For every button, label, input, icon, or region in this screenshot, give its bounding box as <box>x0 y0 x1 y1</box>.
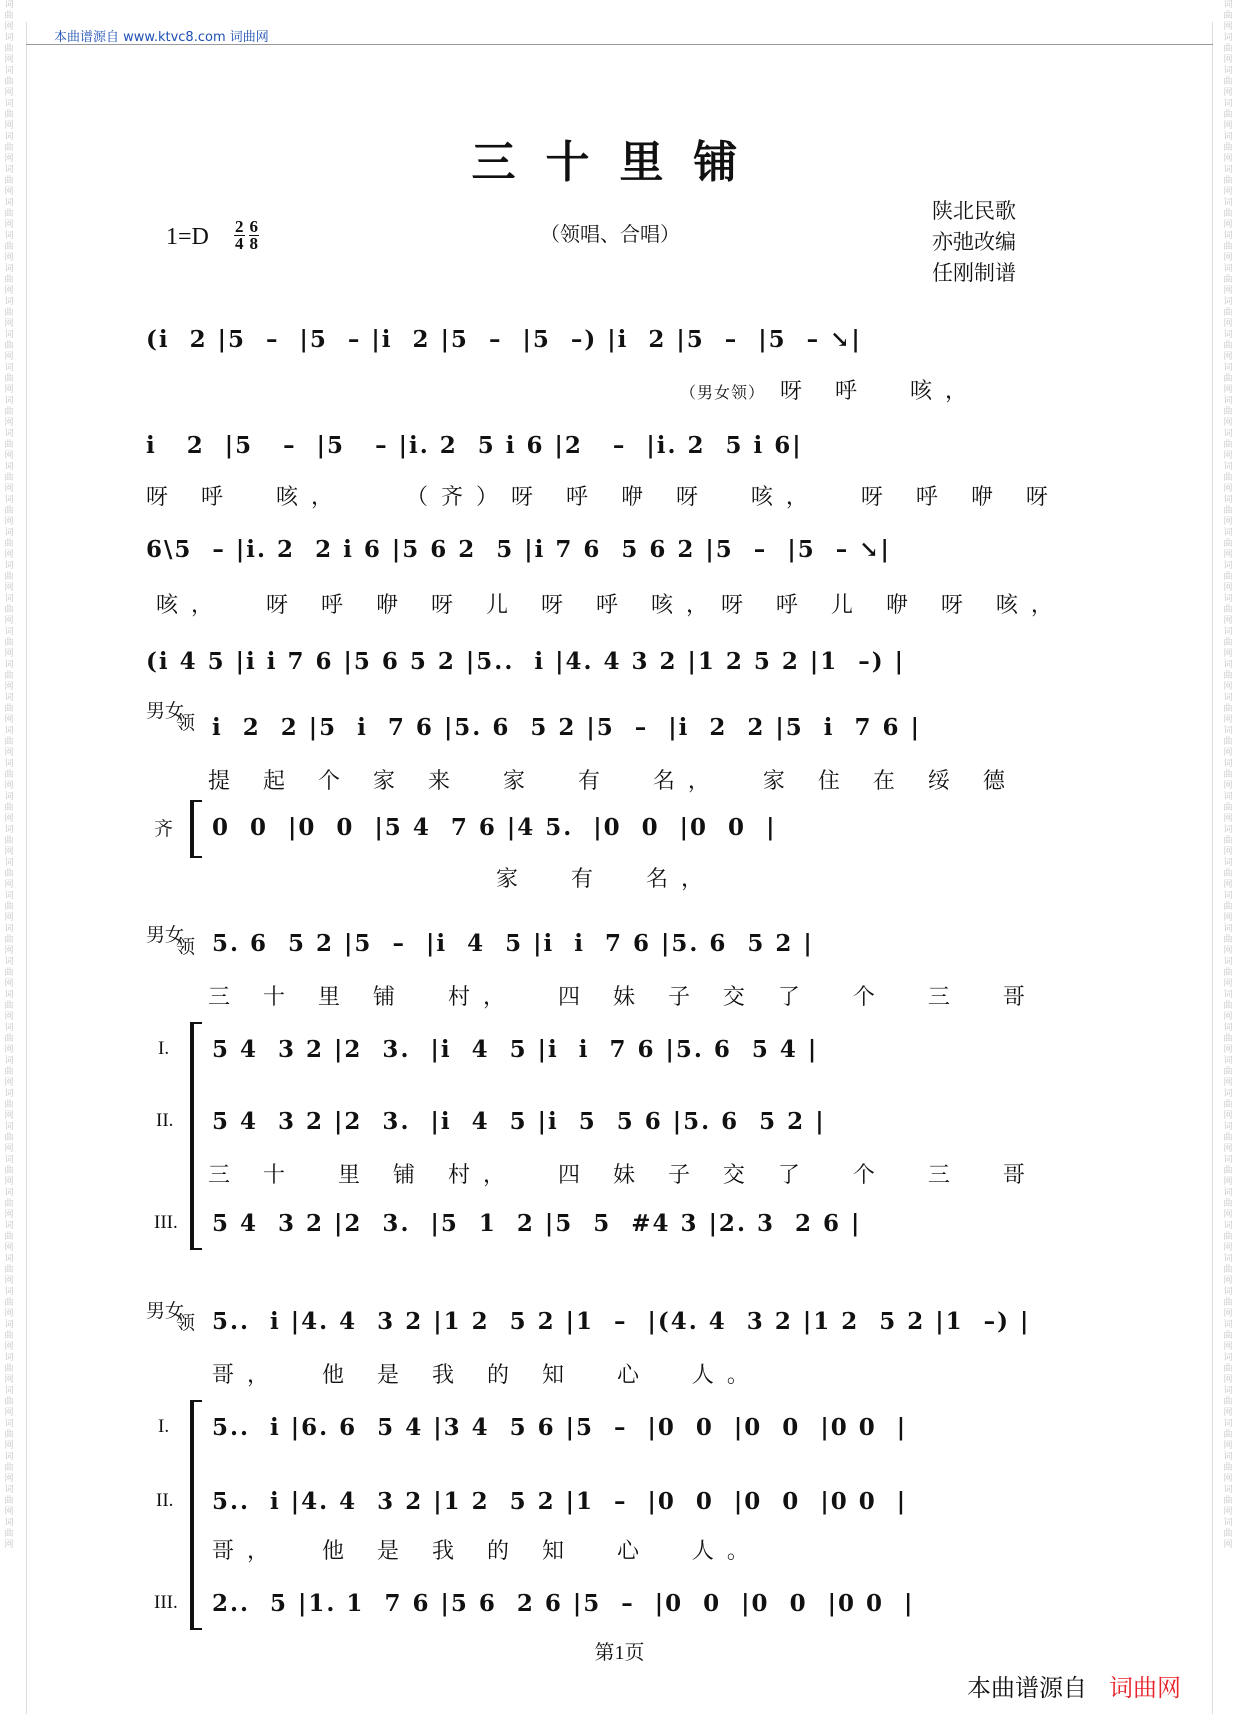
system-6-part-3-label: III. <box>154 1212 178 1233</box>
page-number: 第1页 <box>594 1642 645 1664</box>
song-title: 三十里铺 <box>471 137 768 188</box>
system-7-part-3-label: III. <box>154 1592 178 1613</box>
system-5-choir-label: 齐 <box>154 818 174 840</box>
credit-arranger: 亦弛改编 <box>932 230 1016 254</box>
lead-label-text: 男女 <box>146 700 185 722</box>
meter-a-num: 2 <box>235 217 244 236</box>
system-5-bracket <box>190 800 202 858</box>
system-6-part-3-notes: 5 4 3 2 |2 3. |5 1 2 |5 5 #4 3 |2. 3 2 6 | <box>212 1210 862 1237</box>
credits <box>932 196 1016 289</box>
system-2-notes: i 2 |5 – |5 – |i. 2 5 i 6 |2 – |i. 2 5 i 6| <box>146 432 803 459</box>
credit-origin: 陕北民歌 <box>932 199 1016 223</box>
system-6-part-1-label: I. <box>158 1038 170 1059</box>
system-7-lead-lyrics: 哥， 他 是 我 的 知 心 人。 <box>212 1363 762 1388</box>
system-7-lead-label-2: 领 <box>176 1312 196 1334</box>
system-5-choir-notes: 0 0 |0 0 |5 4 7 6 |4 5. |0 0 |0 0 | <box>212 814 777 841</box>
credit-transcriber: 任刚制谱 <box>932 261 1016 285</box>
header-rule <box>26 44 1213 45</box>
system-5-lead-notes: i 2 2 |5 i 7 6 |5. 6 5 2 |5 – |i 2 2 |5 i 7 6 | <box>212 714 921 741</box>
system-6-part-2-label: II. <box>156 1110 174 1131</box>
meter-b-num: 6 <box>249 217 258 236</box>
system-1-notes: (i 2 |5 – |5 – |i 2 |5 – |5 –) |i 2 |5 – |5 – ↘| <box>146 326 862 353</box>
system-1-lyric-label: （男女领） <box>680 383 766 402</box>
system-4-notes: (i 4 5 |i i 7 6 |5 6 5 2 |5.. i |4. 4 3 2 |1 2 5 2 |1 –) | <box>146 648 906 675</box>
system-5-lead-lyrics: 提 起 个 家 来 家 有 名， 家 住 在 绥 德 <box>208 769 1018 794</box>
system-2-lyrics: 呀 呼 咳， （齐）呀 呼 咿 呀 咳， 呀 呼 咿 呀 <box>146 485 1061 510</box>
brand-name: 词曲网 <box>1109 1674 1181 1702</box>
key-signature: 1=D <box>166 224 209 250</box>
system-7-part-3-notes: 2.. 5 |1. 1 7 6 |5 6 2 6 |5 – |0 0 |0 0 |0 0 | <box>212 1590 915 1617</box>
system-7-part-1-notes: 5.. i |6. 6 5 4 |3 4 5 6 |5 – |0 0 |0 0 |0 0 | <box>212 1414 908 1441</box>
source-header: 本曲谱源自 www.ktvc8.com 词曲网 <box>54 30 269 45</box>
side-watermark-left: 词曲网词曲网词曲网词曲网词曲网词曲网词曲网词曲网词曲网词曲网词曲网词曲网词曲网词曲网词曲网词曲网词曲网词曲网词曲网词曲网词曲网词曲网词曲网词曲网词曲网词曲网词曲网词曲网词曲网词曲网词曲网词曲网词曲网词曲网词曲网词曲网词曲网词曲网词曲网词曲网词曲网词曲网词曲网词曲网词曲网词曲网词曲网 <box>4 0 14 1550</box>
system-6-lead-notes: 5. 6 5 2 |5 – |i 4 5 |i i 7 6 |5. 6 5 2 | <box>212 930 814 957</box>
system-7-part-1-label: I. <box>158 1416 170 1437</box>
meter-b-den: 8 <box>249 234 258 253</box>
system-6-lead-label: 男女 <box>146 924 185 946</box>
system-6-part-1-notes: 5 4 3 2 |2 3. |i 4 5 |i i 7 6 |5. 6 5 4 | <box>212 1036 819 1063</box>
system-6-part-2-lyrics: 三 十 里 铺 村， 四 妹 子 交 了 个 三 哥 <box>208 1163 1038 1188</box>
system-6-part-2-notes: 5 4 3 2 |2 3. |i 4 5 |i 5 5 6 |5. 6 5 2 | <box>212 1108 826 1135</box>
system-5-lead-label-2: 领 <box>176 712 196 734</box>
system-6-lead-label-2: 领 <box>176 936 196 958</box>
system-7-lead-label: 男女 <box>146 1300 185 1322</box>
brand-prefix: 本曲谱源自 <box>967 1674 1087 1702</box>
system-7-part-2-label: II. <box>156 1490 174 1511</box>
system-7-part-2-notes: 5.. i |4. 4 3 2 |1 2 5 2 |1 – |0 0 |0 0 |0 0 | <box>212 1488 908 1515</box>
system-1-lyrics: 呀 呼 咳， <box>780 379 980 404</box>
brand-footer <box>967 1668 1181 1703</box>
system-7-part-2-lyrics: 哥， 他 是 我 的 知 心 人。 <box>212 1539 762 1564</box>
system-6-lead-lyrics: 三 十 里 铺 村， 四 妹 子 交 了 个 三 哥 <box>208 985 1038 1010</box>
system-7-bracket <box>190 1400 202 1630</box>
meter-a-den: 4 <box>235 234 244 253</box>
side-watermark-right: 词曲网词曲网词曲网词曲网词曲网词曲网词曲网词曲网词曲网词曲网词曲网词曲网词曲网词曲网词曲网词曲网词曲网词曲网词曲网词曲网词曲网词曲网词曲网词曲网词曲网词曲网词曲网词曲网词曲网词曲网词曲网词曲网词曲网词曲网词曲网词曲网词曲网词曲网词曲网词曲网词曲网词曲网词曲网词曲网词曲网词曲网词曲网 <box>1223 0 1233 1550</box>
system-6-bracket <box>190 1022 202 1250</box>
performance-note: （领唱、合唱） <box>540 222 680 246</box>
system-5-choir-lyrics: 家 有 名， <box>496 867 716 892</box>
system-3-lyrics: 咳， 呀 呼 咿 呀 儿 呀 呼 咳，呀 呼 儿 咿 呀 咳， <box>156 593 1066 618</box>
time-signature <box>234 219 259 252</box>
system-3-notes: 6\5 – |i. 2 2 i 6 |5 6 2 5 |i 7 6 5 6 2 |5 – |5 – ↘| <box>146 536 891 563</box>
system-7-lead-notes: 5.. i |4. 4 3 2 |1 2 5 2 |1 – |(4. 4 3 2 |1 2 5 2 |1 –) | <box>212 1308 1031 1335</box>
